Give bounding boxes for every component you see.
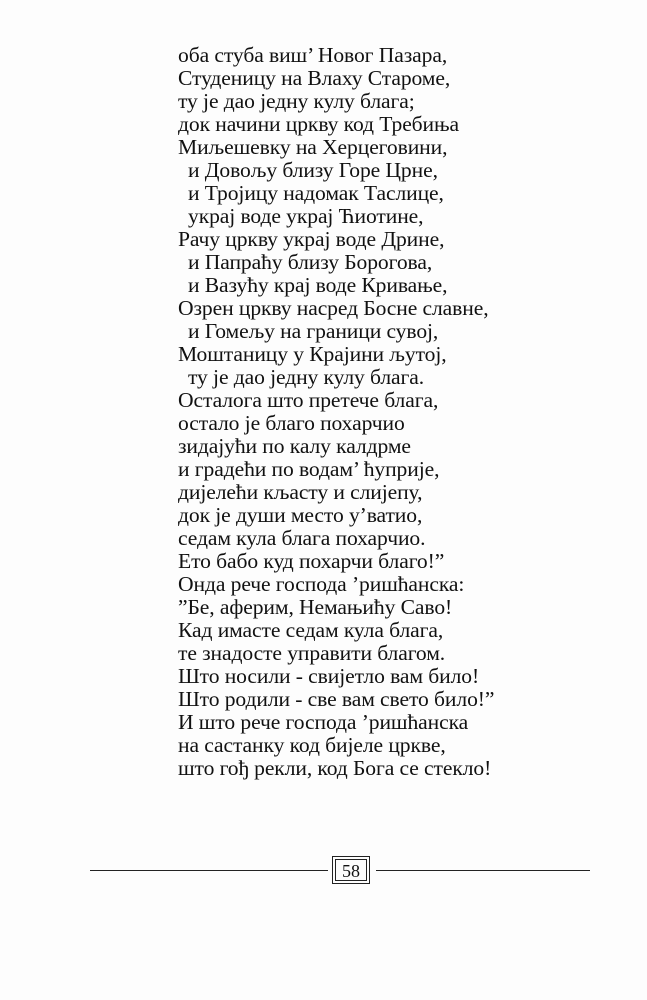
poem-line: зидајући по калу калдрме	[178, 434, 411, 458]
footer-rule-left	[90, 870, 328, 871]
poem-line: и Тројицу надомак Таслице,	[188, 181, 444, 205]
poem-line: оба стуба виш’ Новог Пазара,	[178, 43, 448, 67]
poem-line: Озрен цркву насред Босне славне,	[178, 296, 489, 320]
poem-line: те знадосте управити благом.	[178, 641, 446, 665]
poem-line: Моштаницу у Крајини љутој,	[178, 342, 447, 366]
poem-line: седам кула блага похарчио.	[178, 526, 426, 550]
page-number-frame	[332, 856, 370, 884]
poem-line: док је души место у’ватио,	[178, 503, 423, 527]
poem-line: Миљешевку на Херцеговини,	[178, 135, 448, 159]
poem-line: остало је благо похарчио	[178, 411, 405, 435]
poem-line: Осталога што претече блага,	[178, 388, 439, 412]
poem-line: И што рече господа ’ришћанска	[178, 710, 469, 734]
poem-line: док начини цркву код Требиња	[178, 112, 460, 136]
poem-line: Онда рече господа ’ришћанска:	[178, 572, 465, 596]
page-footer	[90, 856, 590, 886]
poem-line: и Довољу близу Горе Црне,	[188, 158, 438, 182]
poem-line: дијелећи кљасту и слијепу,	[178, 480, 423, 504]
poem-line: Кад имасте седам кула блага,	[178, 618, 444, 642]
poem-line: Што родили - све вам свето било!”	[178, 687, 495, 711]
poem-line: и Папраћу близу Борогова,	[188, 250, 433, 274]
poem-line: и градећи по водам’ ћуприје,	[178, 457, 440, 481]
poem-line: и Вазућу крај воде Кривање,	[188, 273, 448, 297]
poem-line: ”Бе, аферим, Немањићу Саво!	[178, 595, 453, 619]
poem-line: Што носили - свијетло вам било!	[178, 664, 480, 688]
footer-rule-right	[376, 870, 590, 871]
poem-line: што гођ рекли, код Бога се стекло!	[178, 756, 492, 780]
poem-line: ту је дао једну кулу блага.	[188, 365, 425, 389]
poem-line: Ето бабо куд похарчи благо!”	[178, 549, 445, 573]
poem-line: ту је дао једну кулу блага;	[178, 89, 415, 113]
poem-line: на састанку код бијеле цркве,	[178, 733, 446, 757]
poem-text	[178, 44, 578, 780]
poem-line: и Гомељу на граници сувој,	[188, 319, 439, 343]
poem-line: украј воде украј Ћиотине,	[188, 204, 424, 228]
poem-line: Студеницу на Влаху Староме,	[178, 66, 451, 90]
page-number: 58	[342, 861, 360, 881]
poem-line: Рачу цркву украј воде Дрине,	[178, 227, 445, 251]
